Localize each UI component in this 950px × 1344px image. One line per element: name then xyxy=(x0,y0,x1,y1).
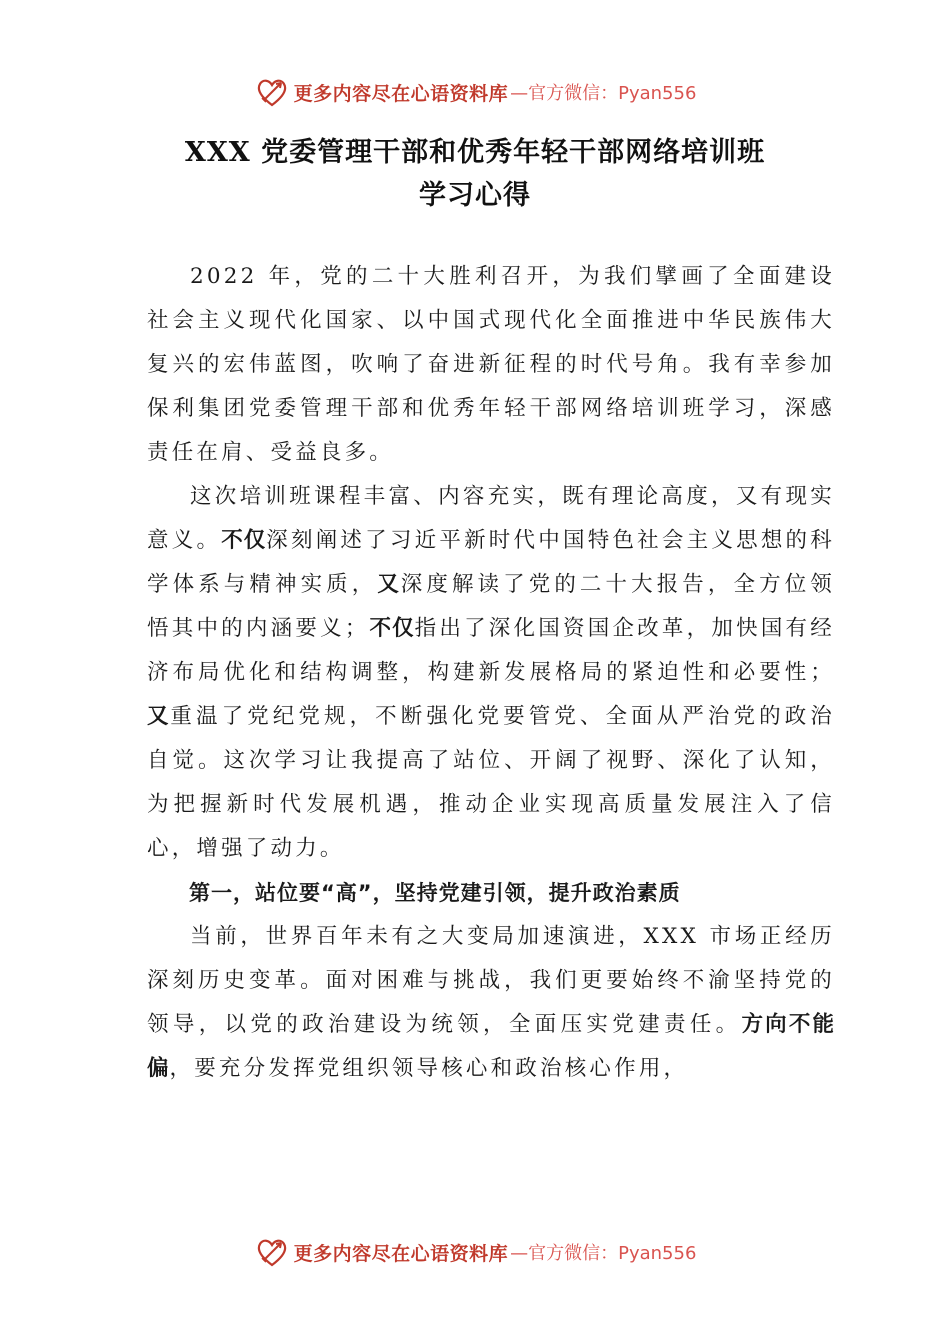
paragraph-intro: 2022 年，党的二十大胜利召开，为我们擘画了全面建设社会主义现代化国家、以中国式现代化全面推进中华民族伟大复兴的宏伟蓝图，吹响了奋进新征程的时代号角。我有幸参加保利集团党委管理干部和优秀年轻干部网络培训班学习，深感责任在肩、受益良多。 xyxy=(147,264,835,465)
banner-main-text: 更多内容尽在心语资料库 xyxy=(293,1242,509,1265)
paragraph-section-1-text-c: ，要充分发挥党组织领导核心和政治核心作用， xyxy=(169,1056,689,1081)
banner-wechat-text: —官方微信：Pyan556 xyxy=(510,1243,697,1264)
emphasis-you-1: 又 xyxy=(377,572,401,597)
heart-arrow-logo xyxy=(254,74,290,110)
section-heading-1: 第一，站位要“高”，坚持党建引领，提升政治素质 xyxy=(189,881,681,905)
paragraph-course-text-c: 深刻阐述了习近平新时代中国特色社会主义思想的科学体系与精神实质， xyxy=(147,528,835,597)
footer-banner xyxy=(0,1232,950,1272)
heart-arrow-logo xyxy=(254,1234,290,1270)
paragraph-section-1 xyxy=(147,915,835,1091)
emphasis-direction: 方向不能偏 xyxy=(147,1012,835,1081)
paragraph-course-text-d: 深度解读了党的二十大报告，全方位领悟其中的内涵要义； xyxy=(147,572,835,641)
emphasis-buji-2: 不仅 xyxy=(369,616,415,641)
page-title-line1: XXX 党委管理干部和优秀年轻干部网络培训班 xyxy=(184,137,766,168)
banner-main-text: 更多内容尽在心语资料库 xyxy=(293,82,509,105)
emphasis-buji-1: 不仅 xyxy=(221,528,267,553)
page-title-line2: 学习心得 xyxy=(419,180,531,211)
paragraph-course-text-e: 指出了深化国资国企改革，加快国有经济布局优化和结构调整，构建新发展格局的紧迫性和必要性； xyxy=(147,616,835,685)
paragraph-section-1-text-a: 当前，世界百年未有之大变局加速演进，XXX 市场正经历深刻历史变革。面对困难与挑战，我们更要始终不渝坚持党的领导，以党的政治建设为统领，全面压实党建责任。 xyxy=(147,924,835,1037)
paragraph-course-text-f: 重温了党纪党规，不断强化党要管党、全面从严治党的政治自觉。这次学习让我提高了站位、开阔了视野、深化了认知，为把握新时代发展机遇，推动企业实现高质量发展注入了信心，增强了动力。 xyxy=(147,704,835,861)
paragraph-course xyxy=(147,475,835,871)
paragraph-course-text-a: 这次培训班课程丰富、内容充实，既有理论高度，又有现实意义。 xyxy=(147,484,835,553)
emphasis-you-2: 又 xyxy=(147,704,171,729)
banner-wechat-text: —官方微信：Pyan556 xyxy=(510,83,697,104)
header-banner xyxy=(0,72,950,112)
document-body xyxy=(147,255,835,1091)
